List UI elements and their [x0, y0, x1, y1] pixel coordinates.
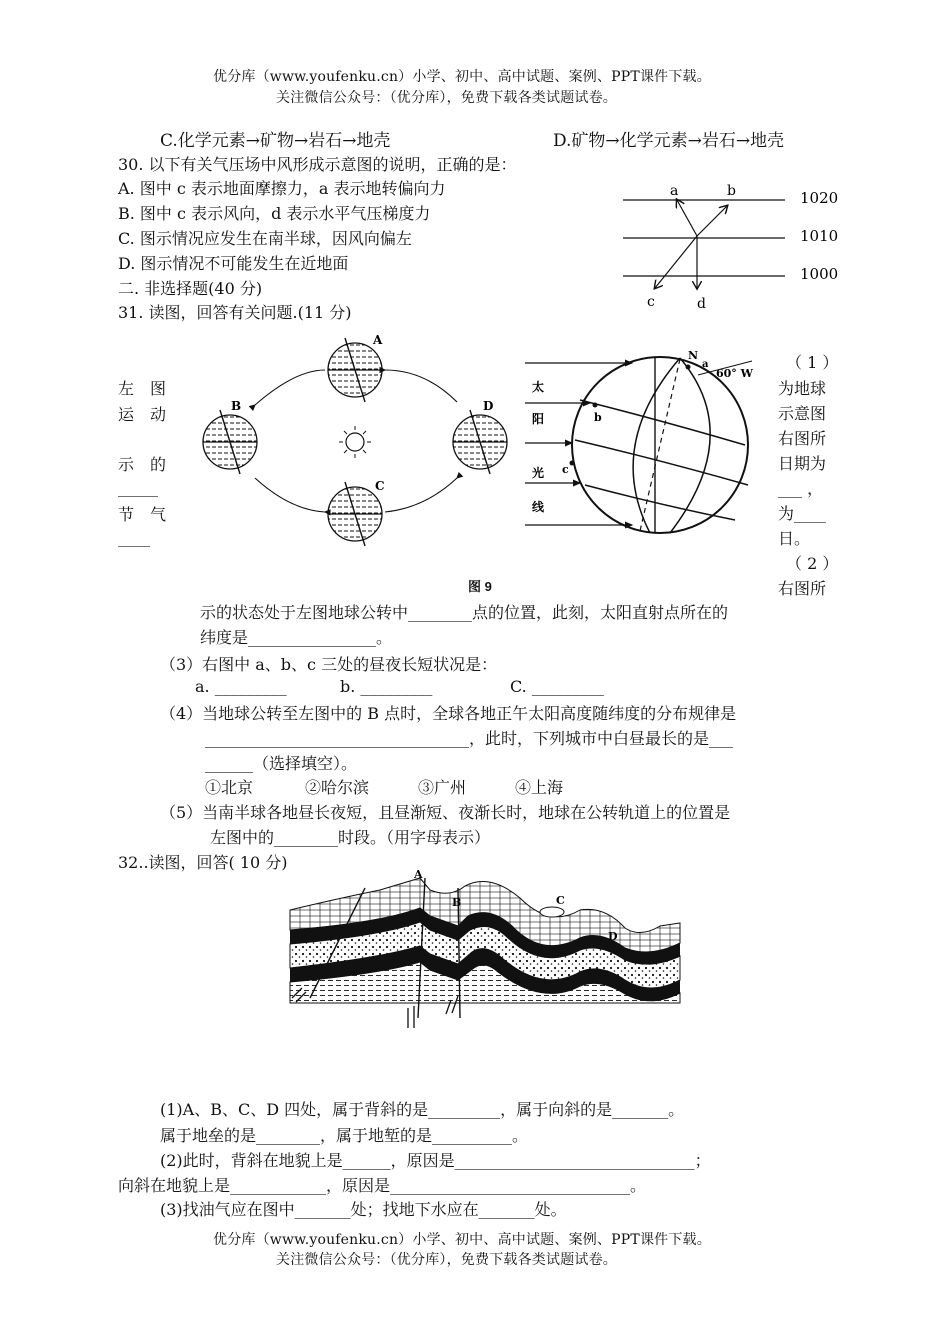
q29-option-d: D.矿物→化学元素→岩石→地壳 [553, 131, 785, 151]
q31-p2-line2: 纬度是________________。 [200, 628, 393, 647]
geo-label-c: C [556, 894, 565, 907]
footer-line-2: 关注微信公众号：（优分库），免费下载各类试题试卷。 [276, 1252, 617, 1268]
q31-right-1: （ 1 ） [786, 353, 839, 372]
q31-p3-blank-b: b. _________ [340, 677, 433, 696]
q32-p2-line1: (2)此时，背斜在地貌上是______，原因是______________________________； [160, 1151, 711, 1170]
svg-text:B: B [231, 399, 242, 413]
svg-text:a: a [702, 359, 709, 370]
q30-option-c: C. 图示情况应发生在南半球，因风向偏左 [118, 229, 412, 248]
q31-right-9: （ 2 ） [786, 554, 839, 573]
sun-icon [339, 426, 371, 458]
q31-p4-line1: （4）当地球公转至左图中的 B 点时，全球各地正午太阳高度随纬度的分布规律是 [160, 704, 737, 723]
q31-p2-line1: 示的状态处于左图地球公转中________点的位置，此刻，太阳直射点所在的 [200, 603, 729, 622]
q31-p4-line2: _________________________________，此时，下列城市中白昼最长的是___ [205, 729, 734, 748]
svg-text:太: 太 [532, 380, 545, 394]
svg-text:c: c [562, 463, 569, 476]
label-d: d [697, 296, 706, 312]
svg-text:b: b [594, 411, 602, 424]
q31-p5-line1: （5）当南半球各地昼长夜短，且昼渐短、夜渐长时，地球在公转轨道上的位置是 [160, 803, 731, 822]
q30-option-b: B. 图中 c 表示风向，d 表示水平气压梯度力 [118, 204, 431, 223]
q32-p3: (3)找油气应在图中_______处；找地下水应在_______处。 [160, 1200, 567, 1219]
q32-p1-line2: 属于地垒的是________，属于地堑的是__________。 [160, 1126, 529, 1145]
sunlight-globe-diagram [520, 345, 775, 545]
footer-line-1: 优分库（www.youfenku.cn）小学、初中、高中试题、案例、PPT课件下载。 [213, 1232, 711, 1248]
q31-p5-line2: 左图中的________时段。（用字母表示） [210, 828, 491, 847]
vector-c [655, 236, 697, 288]
q31-right-6: ___ ， [778, 479, 824, 498]
q31-p3: （3）右图中 a、b、c 三处的昼夜长短状况是： [160, 655, 498, 674]
geo-label-a: A [414, 868, 423, 881]
isobar-label-1000: 1000 [800, 265, 839, 283]
header-line-2: 关注微信公众号：（优分库），免费下载各类试题试卷。 [276, 90, 617, 106]
header-line-1: 优分库（www.youfenku.cn）小学、初中、高中试题、案例、PPT课件下载。 [213, 69, 711, 85]
q31-left-1: 左 图 [118, 379, 167, 398]
q30-option-a: A. 图中 c 表示地面摩擦力，a 表示地转偏向力 [118, 179, 446, 198]
city-option-4: ④上海 [515, 778, 564, 797]
label-b: b [727, 183, 736, 199]
q31-p3-blank-a: a. _________ [195, 677, 287, 696]
q31-right-5: 日期为 [778, 454, 827, 473]
label-c: c [647, 294, 655, 310]
q30-option-d: D. 图示情况不可能发生在近地面 [118, 254, 349, 273]
q32-stem: 32..读图，回答( 10 分) [118, 853, 288, 872]
q31-stem: 31. 读图，回答有关问题.(11 分) [118, 303, 352, 322]
q31-right-8: 日。 [778, 529, 811, 548]
vector-a [677, 200, 697, 236]
q31-right-10: 右图所 [778, 579, 827, 598]
q31-left-4: _____ [118, 478, 158, 497]
q31-p3-blank-c: C. _________ [510, 677, 604, 696]
q31-right-7: 为____ [778, 504, 827, 523]
svg-text:60° W: 60° W [716, 367, 753, 380]
wind-diagram [615, 178, 855, 313]
globe-B [203, 399, 257, 474]
svg-text:D: D [483, 399, 494, 413]
q31-right-2: 为地球 [778, 379, 827, 398]
svg-text:A: A [373, 333, 383, 347]
svg-text:阳: 阳 [532, 412, 545, 426]
q30-stem: 30. 以下有关气压场中风形成示意图的说明，正确的是： [118, 155, 517, 174]
q32-p2-line2: 向斜在地貌上是____________，原因是______________________________。 [118, 1176, 647, 1195]
isobar-label-1020: 1020 [800, 189, 839, 207]
vector-b [697, 206, 727, 236]
label-a: a [670, 183, 679, 199]
globe-C [328, 479, 385, 546]
city-option-2: ②哈尔滨 [305, 778, 370, 797]
svg-text:线: 线 [532, 500, 545, 514]
q31-right-3: 示意图 [778, 404, 827, 423]
geo-label-d: D [608, 930, 618, 943]
geologic-structure-diagram [280, 868, 700, 1028]
svg-text:光: 光 [532, 466, 545, 480]
geo-label-b: B [452, 896, 462, 909]
city-option-1: ①北京 [205, 778, 254, 797]
q31-left-3: 示 的 [118, 455, 167, 474]
city-option-3: ③广州 [418, 778, 467, 797]
q31-left-6: ____ [118, 528, 150, 547]
section-2-title: 二. 非选择题(40 分) [118, 279, 263, 298]
orbit-diagram [195, 330, 515, 560]
svg-text:N: N [688, 349, 699, 362]
figure-9-caption: 图 9 [468, 579, 492, 594]
q31-left-2: 运 动 [118, 405, 167, 424]
q29-option-c: C.化学元素→矿物→岩石→地壳 [160, 131, 391, 151]
globe-D [453, 399, 507, 474]
q31-left-5: 节 气 [118, 505, 167, 524]
q31-p4-line3: ______（选择填空）。 [205, 754, 358, 773]
q32-p1-line1: (1)A、B、C、D 四处，属于背斜的是_________，属于向斜的是_______。 [160, 1100, 685, 1119]
svg-text:C: C [375, 479, 385, 493]
isobar-label-1010: 1010 [800, 227, 839, 245]
globe-A [328, 333, 383, 402]
q31-right-4: 右图所 [778, 429, 827, 448]
